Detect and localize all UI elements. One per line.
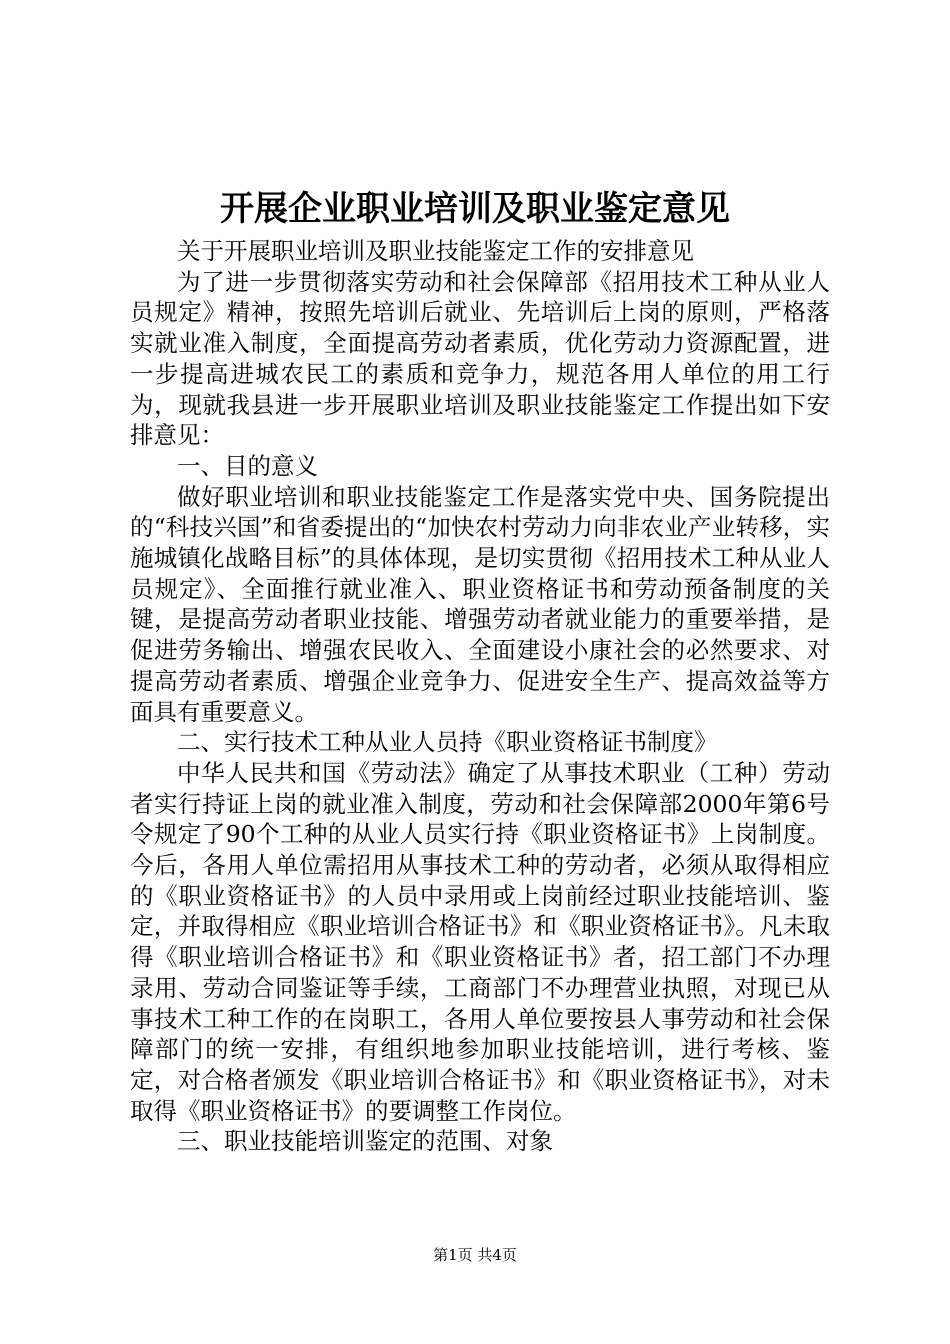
page-footer (0, 1245, 950, 1265)
section-heading-2: 二、实行技术工种从业人员持《职业资格证书制度》 (177, 728, 718, 757)
intro-paragraph: 为了进一步贯彻落实劳动和社会保障部《招用技术工种从业人员规定》精神，按照先培训后就业、先培训后上岗的原则，严格落实就业准入制度，全面提高劳动者素质，优化劳动力资源配置，进一步提高进城农民工的素质和竞争力，规范各用人单位的用工行为，现就我县进一步开展职业培训及职业技能鉴定工作提出如下安排意见： (130, 267, 830, 450)
document-title: 开展企业职业培训及职业鉴定意见 (220, 189, 730, 229)
section-heading-1: 一、目的意义 (177, 451, 318, 480)
section-heading-3: 三、职业技能培训鉴定的范围、对象 (177, 1127, 553, 1156)
section-body-2: 中华人民共和国《劳动法》确定了从事技术职业（工种）劳动者实行持证上岗的就业准入制度，劳动和社会保障部2000年第6号令规定了90个工种的从业人员实行持《职业资格证书》上岗制度。今后，各用人单位需招用从事技术工种的劳动者，必须从取得相应的《职业资格证书》的人员中录用或上岗前经过职业技能培训、鉴定，并取得相应《职业培训合格证书》和《职业资格证书》。凡未取得《职业培训合格证书》和《职业资格证书》者，招工部门不办理录用、劳动合同鉴证等手续，工商部门不办理营业执照，对现已从事技术工种工作的在岗职工，各用人单位要按县人事劳动和社会保障部门的统一安排，有组织地参加职业技能培训，进行考核、鉴定，对合格者颁发《职业培训合格证书》和《职业资格证书》，对未取得《职业资格证书》的要调整工作岗位。 (130, 758, 830, 1125)
document-body (130, 236, 830, 1157)
document-subtitle: 关于开展职业培训及职业技能鉴定工作的安排意见 (177, 237, 694, 265)
section-body-1: 做好职业培训和职业技能鉴定工作是落实党中央、国务院提出的“科技兴国”和省委提出的“加快农村劳动力向非农业产业转移，实施城镇化战略目标”的具体体现，是切实贯彻《招用技术工种从业人员规定》、全面推行就业准入、职业资格证书和劳动预备制度的关键，是提高劳动者职业技能、增强劳动者就业能力的重要举措，是促进劳务输出、增强农民收入、全面建设小康社会的必然要求、对提高劳动者素质、增强企业竞争力、促进安全生产、提高效益等方面具有重要意义。 (130, 482, 830, 726)
page-indicator: 第1页 共4页 (433, 1246, 517, 1264)
